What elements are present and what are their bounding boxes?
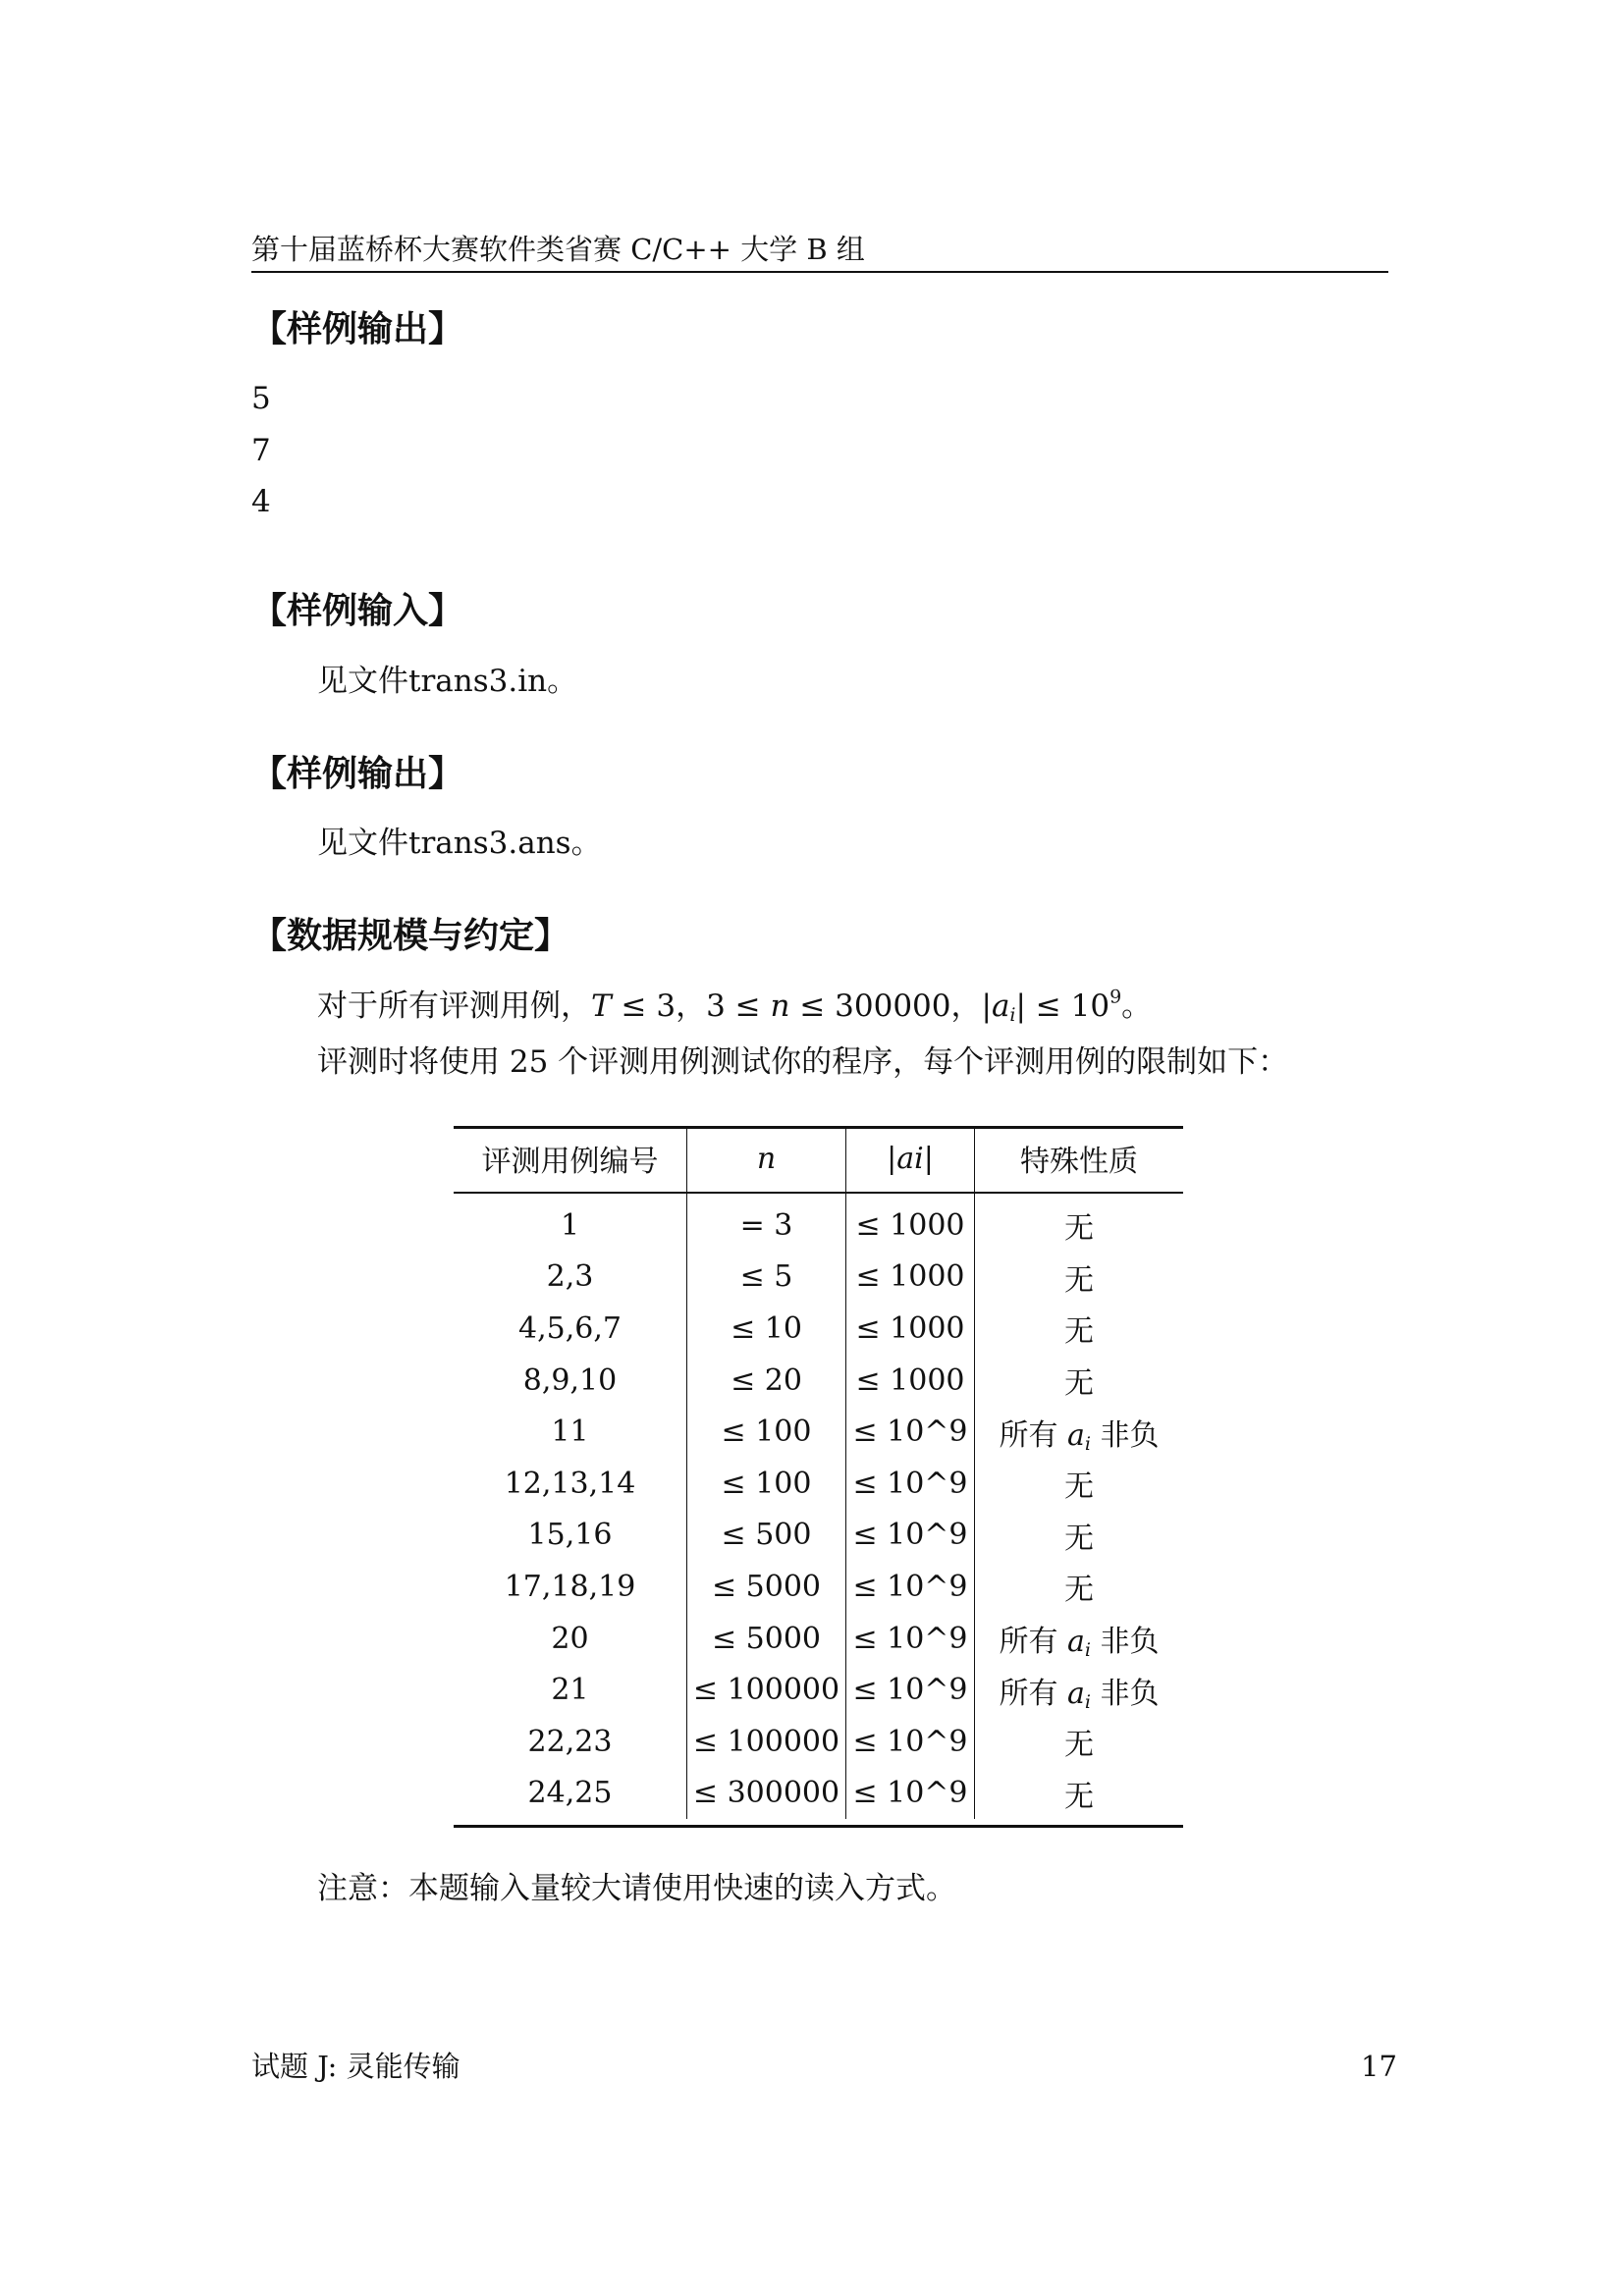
- page-header-title: 第十届蓝桥杯大赛软件类省赛 C/C++ 大学 B 组: [251, 233, 865, 266]
- table-row: [454, 1716, 1183, 1768]
- ai-limit-cell: ≤ 1000: [846, 1303, 975, 1355]
- property-cell: 无: [1064, 1314, 1094, 1350]
- table-header-row: [454, 1127, 1183, 1190]
- table-row: [454, 1252, 1183, 1304]
- table-row: [454, 1664, 1183, 1716]
- header-rule: [251, 271, 1388, 273]
- case-id-cell: 24,25: [454, 1768, 687, 1820]
- ai-limit-cell: ≤ 10^9: [846, 1458, 975, 1510]
- property-cell: 无: [1064, 1573, 1094, 1608]
- case-id-cell: 1: [454, 1190, 687, 1252]
- ai-limit-cell: ≤ 10^9: [846, 1768, 975, 1820]
- n-limit-cell: = 3: [687, 1190, 846, 1252]
- table-row: [454, 1190, 1183, 1252]
- footer-problem-title: 试题 J: 灵能传输: [251, 2050, 460, 2083]
- sample-output-line: 7: [251, 433, 271, 468]
- property-cell: 无: [1064, 1469, 1094, 1505]
- n-limit-cell: ≤ 100000: [687, 1716, 846, 1768]
- property-cell: 无: [1064, 1779, 1094, 1814]
- sample-output-heading: 【样例输出】: [251, 309, 464, 349]
- case-id-cell: 15,16: [454, 1510, 687, 1562]
- case-id-cell: 11: [454, 1406, 687, 1458]
- ai-limit-cell: ≤ 1000: [846, 1355, 975, 1407]
- table-bottom-rule: [454, 1825, 1183, 1828]
- limits-table: [454, 1127, 1183, 1819]
- sample-input-text: 见文件trans3.in。: [317, 664, 578, 699]
- constraints-line-1: 对于所有评测用例，T ≤ 3，3 ≤ n ≤ 300000，$|a_i| \le 10^9$。: [317, 986, 1153, 1026]
- n-limit-cell: ≤ 5: [687, 1252, 846, 1304]
- col-header-property: 特殊性质: [1020, 1145, 1138, 1179]
- property-cell: 所有 $a_i$ 非负: [999, 1676, 1160, 1713]
- sample-output-line: 5: [251, 381, 271, 416]
- n-limit-cell: ≤ 500: [687, 1510, 846, 1562]
- n-limit-cell: ≤ 5000: [687, 1561, 846, 1613]
- property-cell: 无: [1064, 1366, 1094, 1402]
- case-id-cell: 22,23: [454, 1716, 687, 1768]
- table-row: [454, 1510, 1183, 1562]
- ai-limit-cell: ≤ 1000: [846, 1190, 975, 1252]
- ai-limit-cell: ≤ 10^9: [846, 1406, 975, 1458]
- property-cell: 无: [1064, 1728, 1094, 1763]
- table-row: [454, 1355, 1183, 1407]
- table-row: [454, 1303, 1183, 1355]
- sample-output-text: 见文件trans3.ans。: [317, 826, 602, 861]
- ai-limit-cell: ≤ 10^9: [846, 1716, 975, 1768]
- table-row: [454, 1613, 1183, 1665]
- case-id-cell: 20: [454, 1613, 687, 1665]
- note-text: 注意：本题输入量较大请使用快速的读入方式。: [317, 1871, 956, 1906]
- n-limit-cell: ≤ 10: [687, 1303, 846, 1355]
- sample-input-heading: 【样例输入】: [251, 591, 464, 631]
- table-row: [454, 1561, 1183, 1613]
- n-limit-cell: ≤ 100: [687, 1458, 846, 1510]
- case-id-cell: 21: [454, 1664, 687, 1716]
- ai-limit-cell: ≤ 10^9: [846, 1664, 975, 1716]
- col-header-ai: |ai|: [846, 1127, 975, 1190]
- case-id-cell: 17,18,19: [454, 1561, 687, 1613]
- constraints-line-2: 评测时将使用 25 个评测用例测试你的程序，每个评测用例的限制如下：: [317, 1044, 1289, 1080]
- case-id-cell: 4,5,6,7: [454, 1303, 687, 1355]
- case-id-cell: 2,3: [454, 1252, 687, 1304]
- case-id-cell: 8,9,10: [454, 1355, 687, 1407]
- col-header-n: n: [687, 1127, 846, 1190]
- property-cell: 无: [1064, 1211, 1094, 1247]
- n-limit-cell: ≤ 100000: [687, 1664, 846, 1716]
- property-cell: 所有 $a_i$ 非负: [999, 1625, 1160, 1661]
- ai-limit-cell: ≤ 10^9: [846, 1561, 975, 1613]
- n-limit-cell: ≤ 300000: [687, 1768, 846, 1820]
- table-row: [454, 1768, 1183, 1820]
- property-cell: 无: [1064, 1521, 1094, 1556]
- table-row: [454, 1458, 1183, 1510]
- n-limit-cell: ≤ 5000: [687, 1613, 846, 1665]
- ai-limit-cell: ≤ 10^9: [846, 1510, 975, 1562]
- n-limit-cell: ≤ 100: [687, 1406, 846, 1458]
- ai-limit-cell: ≤ 10^9: [846, 1613, 975, 1665]
- sample-output-heading-2: 【样例输出】: [251, 754, 464, 794]
- constraints-heading: 【数据规模与约定】: [251, 916, 570, 956]
- sample-output-line: 4: [251, 484, 271, 519]
- case-id-cell: 12,13,14: [454, 1458, 687, 1510]
- property-cell: 无: [1064, 1262, 1094, 1298]
- col-header-case-id: 评测用例编号: [454, 1127, 687, 1190]
- footer-page-number: 17: [1361, 2050, 1397, 2083]
- property-cell: 所有 $a_i$ 非负: [999, 1417, 1160, 1455]
- table-row: [454, 1406, 1183, 1458]
- ai-limit-cell: ≤ 1000: [846, 1252, 975, 1304]
- n-limit-cell: ≤ 20: [687, 1355, 846, 1407]
